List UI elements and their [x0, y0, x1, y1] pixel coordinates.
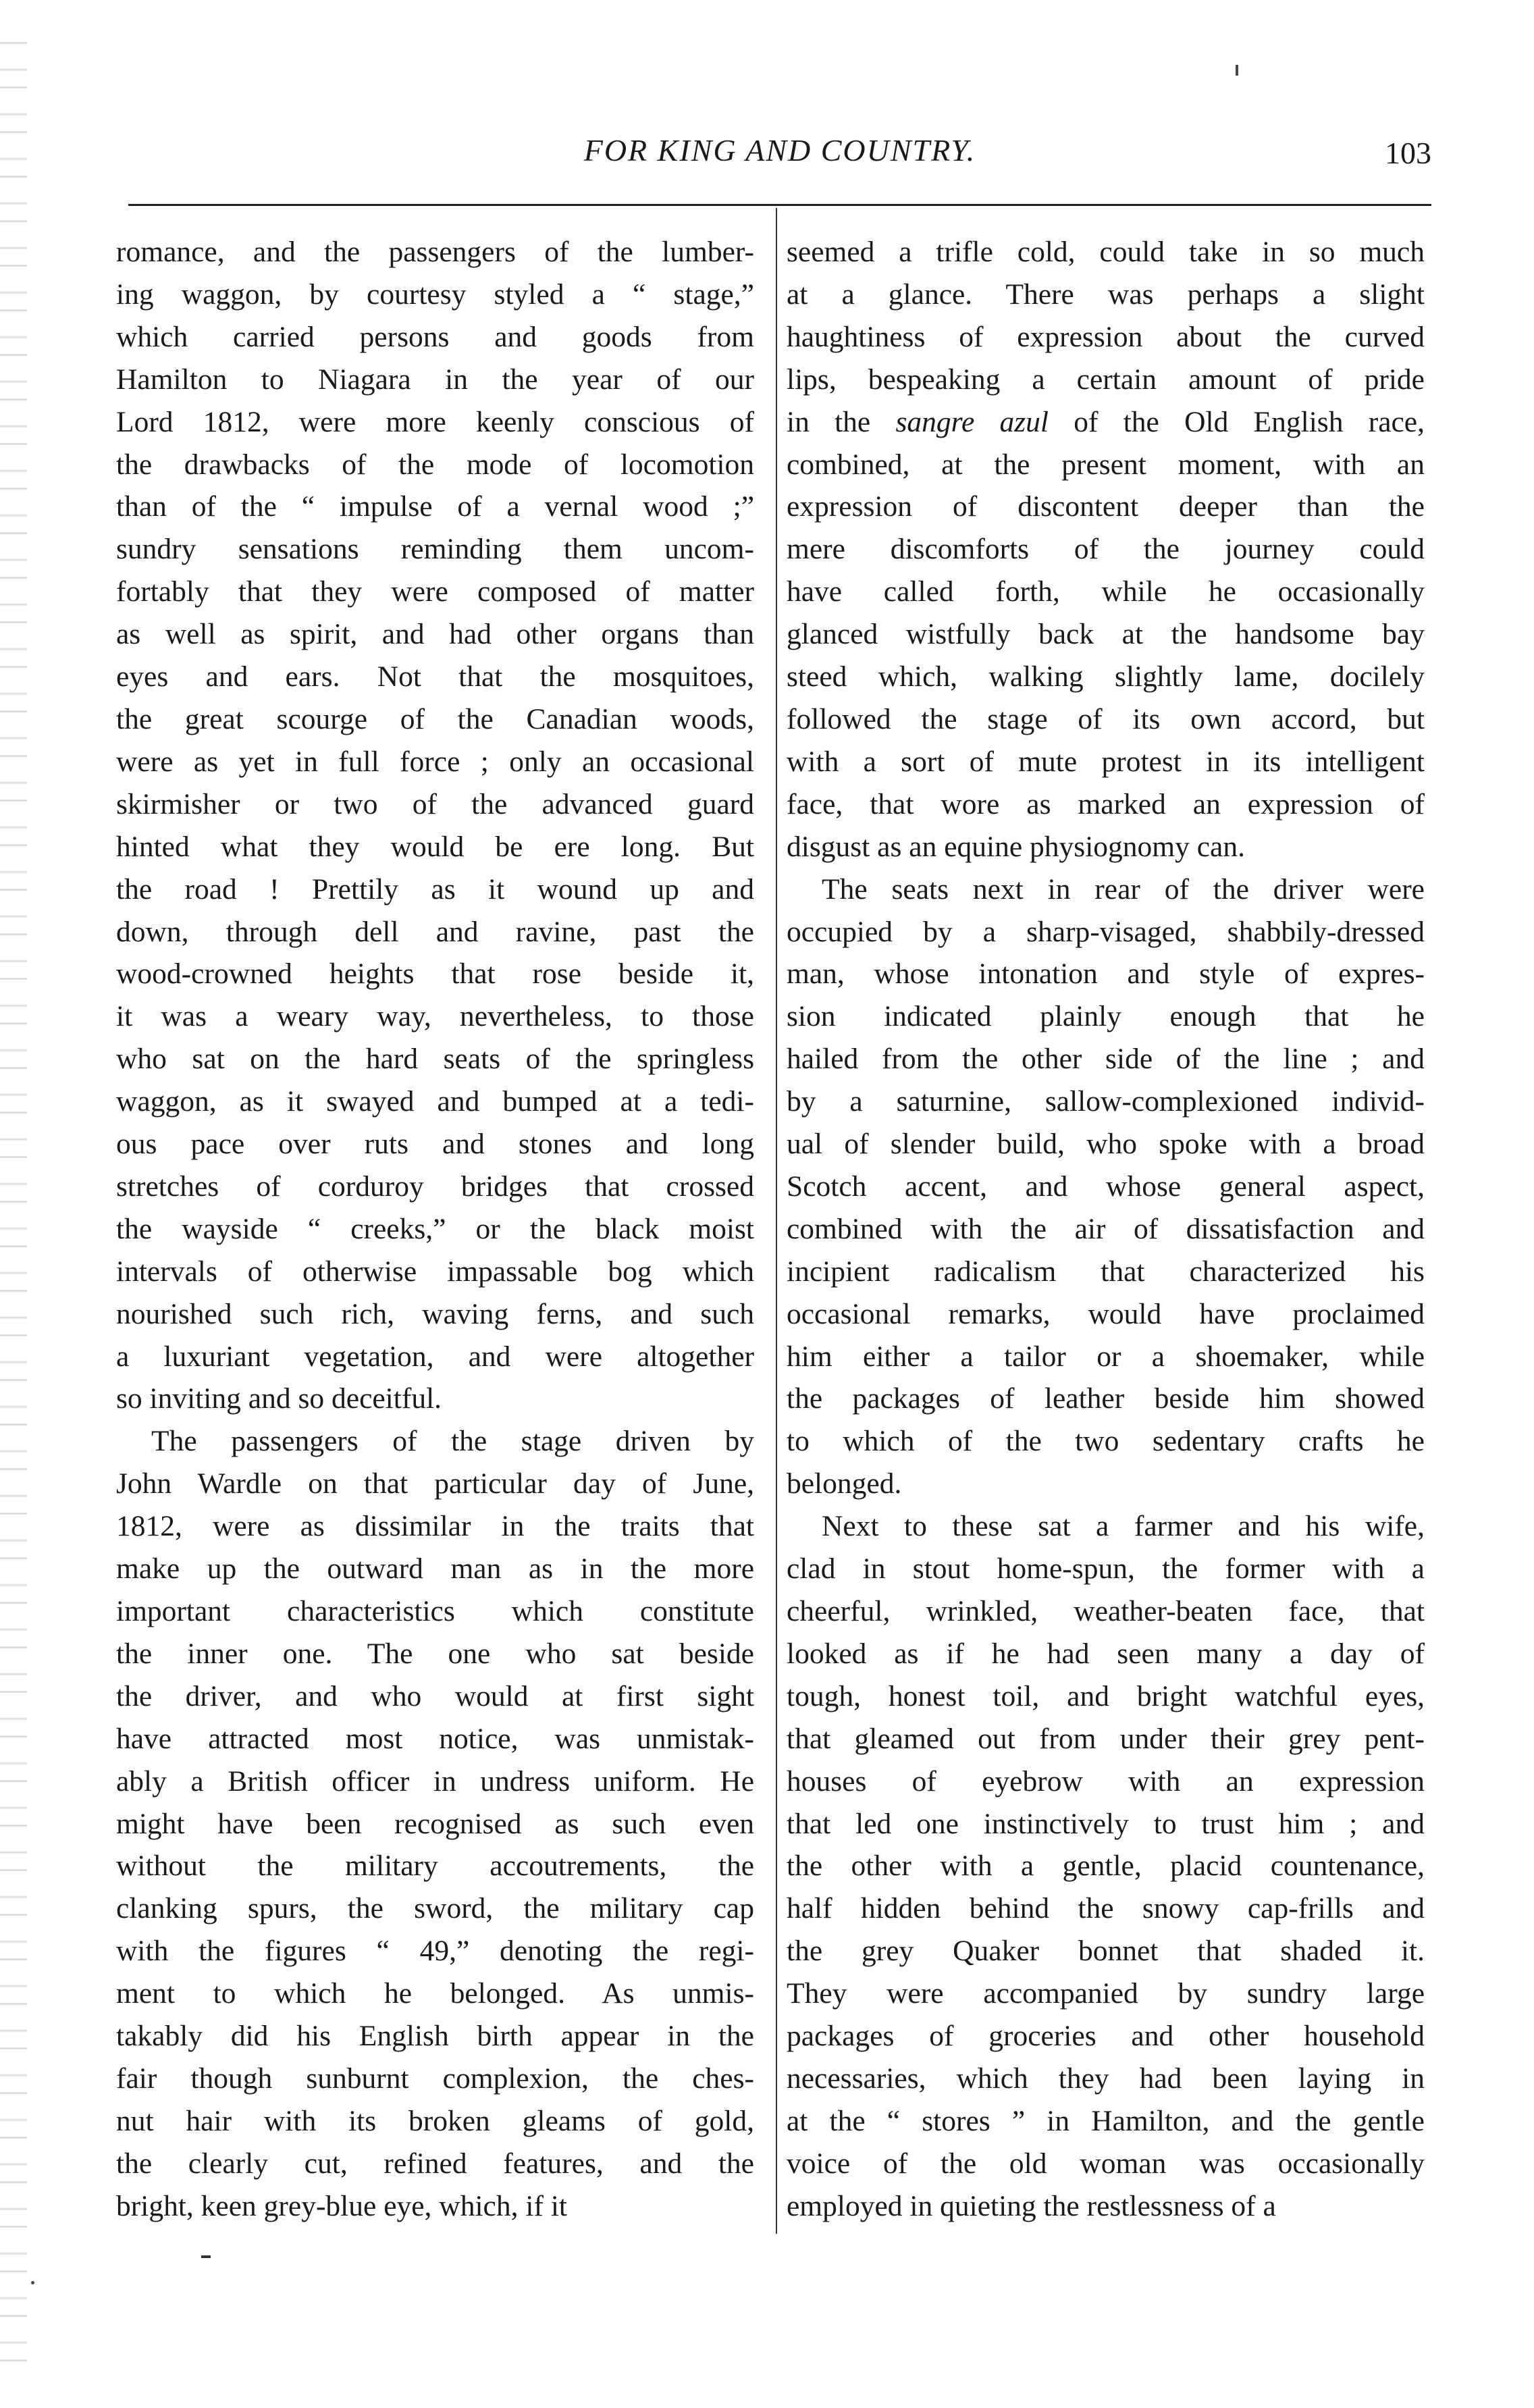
text-line: steed which, walking slightly lame, docilely — [787, 660, 1425, 693]
text-line: hinted what they would be ere long. But — [116, 830, 754, 863]
text-line: romance, and the passengers of the lumber- — [116, 236, 754, 268]
text-line: might have been recognised as such even — [116, 1807, 754, 1840]
text-line: who sat on the hard seats of the springless — [116, 1043, 754, 1076]
text-line: important characteristics which constitute — [116, 1595, 754, 1627]
text-line: than of the “ impulse of a vernal wood ;” — [116, 490, 754, 523]
text-line: lips, bespeaking a certain amount of pride — [787, 363, 1425, 396]
text-line: They were accompanied by sundry large — [787, 1977, 1425, 2010]
text-line: followed the stage of its own accord, but — [787, 702, 1425, 735]
text-line: takably did his English birth appear in the — [116, 2020, 754, 2053]
text-line: hailed from the other side of the line ; and — [787, 1043, 1425, 1076]
text-line: at the “ stores ” in Hamilton, and the gentle — [787, 2104, 1425, 2137]
text-line: stretches of corduroy bridges that crossed — [116, 1170, 754, 1203]
text-line: The seats next in rear of the driver were — [822, 872, 1425, 906]
text-line: haughtiness of expression about the curved — [787, 320, 1425, 353]
text-line: Scotch accent, and whose general aspect, — [787, 1170, 1425, 1203]
text-line: fair though sunburnt complexion, the ches- — [116, 2062, 754, 2095]
text-line: him either a tailor or a shoemaker, while — [787, 1340, 1425, 1373]
text-line: bright, keen grey-blue eye, which, if it — [116, 2189, 567, 2222]
text-line: with the figures “ 49,” denoting the regi- — [116, 1935, 754, 1968]
text-line: clanking spurs, the sword, the military cap — [116, 1892, 754, 1925]
text-line: that gleamed out from under their grey pent- — [787, 1722, 1425, 1755]
text-line: ment to which he belonged. As unmis- — [116, 1977, 754, 2010]
text-line: man, whose intonation and style of expres- — [787, 958, 1425, 991]
text-line: eyes and ears. Not that the mosquitoes, — [116, 660, 754, 693]
column-divider — [776, 208, 777, 2234]
text-line: cheerful, wrinkled, weather-beaten face, that — [787, 1595, 1425, 1627]
text-line: wood-crowned heights that rose beside it, — [116, 958, 754, 991]
text-line: necessaries, which they had been laying in — [787, 2062, 1425, 2095]
text-line: make up the outward man as in the more — [116, 1552, 754, 1586]
text-line: sundry sensations reminding them uncom- — [116, 533, 754, 566]
paragraph — [787, 1505, 1425, 2227]
text-line: disgust as an equine physiognomy can. — [787, 830, 1245, 863]
text-line: with a sort of mute protest in its intelligent — [787, 745, 1425, 778]
text-line: occupied by a sharp-visaged, shabbily-dressed — [787, 915, 1425, 948]
text-line: the other with a gentle, placid countenance, — [787, 1850, 1425, 1883]
text-line: nourished such rich, waving ferns, and such — [116, 1297, 754, 1330]
text-line: face, that wore as marked an expression of — [787, 787, 1425, 820]
text-line: fortably that they were composed of matter — [116, 575, 754, 608]
text-line: seemed a trifle cold, could take in so much — [787, 236, 1425, 268]
left-column — [116, 231, 754, 2228]
text-line: the wayside “ creeks,” or the black moist — [116, 1212, 754, 1245]
text-line: have called forth, while he occasionally — [787, 575, 1425, 608]
text-line: houses of eyebrow with an expression — [787, 1764, 1425, 1798]
text-line: so inviting and so deceitful. — [116, 1382, 442, 1415]
text-line: nut hair with its broken gleams of gold, — [116, 2104, 754, 2137]
running-head: FOR KING AND COUNTRY. — [583, 133, 976, 167]
text-line: Next to these sat a farmer and his wife, — [822, 1510, 1425, 1543]
paragraph — [787, 231, 1425, 868]
text-line: combined, at the present moment, with an — [787, 448, 1425, 481]
text-line: glanced wistfully back at the handsome bay — [787, 618, 1425, 651]
text-line: without the military accoutrements, the — [116, 1850, 754, 1883]
text-line: ing waggon, by courtesy styled a “ stage,” — [116, 278, 754, 311]
text-line: belonged. — [787, 1467, 902, 1500]
text-line: as well as spirit, and had other organs than — [116, 618, 754, 651]
text-line: combined with the air of dissatisfaction and — [787, 1212, 1425, 1245]
text-line: the drawbacks of the mode of locomotion — [116, 448, 754, 481]
text-line: the great scourge of the Canadian woods, — [116, 702, 754, 735]
right-column — [787, 231, 1425, 2228]
text-line: tough, honest toil, and bright watchful eyes, — [787, 1679, 1425, 1712]
text-line: voice of the old woman was occasionally — [787, 2147, 1425, 2180]
text-line: half hidden behind the snowy cap-frills and — [787, 1892, 1425, 1925]
text-line: at a glance. There was perhaps a slight — [787, 278, 1425, 311]
text-line: which carried persons and goods from — [116, 320, 754, 353]
page-header — [128, 132, 1431, 193]
page-number: 103 — [1385, 136, 1431, 170]
paragraph — [116, 231, 754, 1420]
text-line: ous pace over ruts and stones and long — [116, 1128, 754, 1161]
text-line: incipient radicalism that characterized his — [787, 1255, 1425, 1288]
header-rule — [128, 204, 1431, 206]
text-line: the road ! Prettily as it wound up and — [116, 872, 754, 906]
text-line: packages of groceries and other household — [787, 2020, 1425, 2053]
scan-speck — [1236, 65, 1238, 76]
text-line: it was a weary way, nevertheless, to those — [116, 1000, 754, 1033]
text-line: skirmisher or two of the advanced guard — [116, 787, 754, 820]
text-line: the inner one. The one who sat beside — [116, 1637, 754, 1670]
italic-phrase: sangre azul — [895, 405, 1049, 438]
text-line: sion indicated plainly enough that he — [787, 1000, 1425, 1033]
text-line: occasional remarks, would have proclaimed — [787, 1297, 1425, 1330]
text-line: Lord 1812, were more keenly conscious of — [116, 405, 754, 438]
text-line: ual of slender build, who spoke with a broad — [787, 1128, 1425, 1161]
text-line: the clearly cut, refined features, and the — [116, 2147, 754, 2180]
text-line: in the sangre azul of the Old English race, — [787, 405, 1425, 438]
text-line: were as yet in full force ; only an occasional — [116, 745, 754, 778]
text-line: The passengers of the stage driven by — [151, 1425, 754, 1458]
text-line: waggon, as it swayed and bumped at a tedi- — [116, 1085, 754, 1118]
text-line: the packages of leather beside him showed — [787, 1382, 1425, 1415]
text-line: expression of discontent deeper than the — [787, 490, 1425, 523]
text-line: that led one instinctively to trust him ; and — [787, 1807, 1425, 1840]
text-line: looked as if he had seen many a day of — [787, 1637, 1425, 1670]
scan-speck — [201, 2255, 211, 2258]
text-line: mere discomforts of the journey could — [787, 533, 1425, 566]
text-line: employed in quieting the restlessness of a — [787, 2189, 1276, 2222]
text-line: have attracted most notice, was unmistak- — [116, 1722, 754, 1755]
text-line: ably a British officer in undress uniform. He — [116, 1764, 754, 1798]
scan-edge-artifact — [0, 27, 27, 2363]
text-line: a luxuriant vegetation, and were altogether — [116, 1340, 754, 1373]
text-line: to which of the two sedentary crafts he — [787, 1425, 1425, 1458]
text-line: 1812, were as dissimilar in the traits that — [116, 1510, 754, 1543]
text-line: John Wardle on that particular day of June, — [116, 1467, 754, 1500]
scan-speck — [31, 2281, 34, 2284]
text-line: Hamilton to Niagara in the year of our — [116, 363, 754, 396]
text-line: down, through dell and ravine, past the — [116, 915, 754, 948]
text-line: by a saturnine, sallow-complexioned individ- — [787, 1085, 1425, 1118]
text-line: the driver, and who would at first sight — [116, 1679, 754, 1712]
paragraph — [116, 1420, 754, 2227]
text-line: clad in stout home-spun, the former with a — [787, 1552, 1425, 1586]
text-line: intervals of otherwise impassable bog which — [116, 1255, 754, 1288]
paragraph — [787, 868, 1425, 1506]
text-line: the grey Quaker bonnet that shaded it. — [787, 1935, 1425, 1968]
